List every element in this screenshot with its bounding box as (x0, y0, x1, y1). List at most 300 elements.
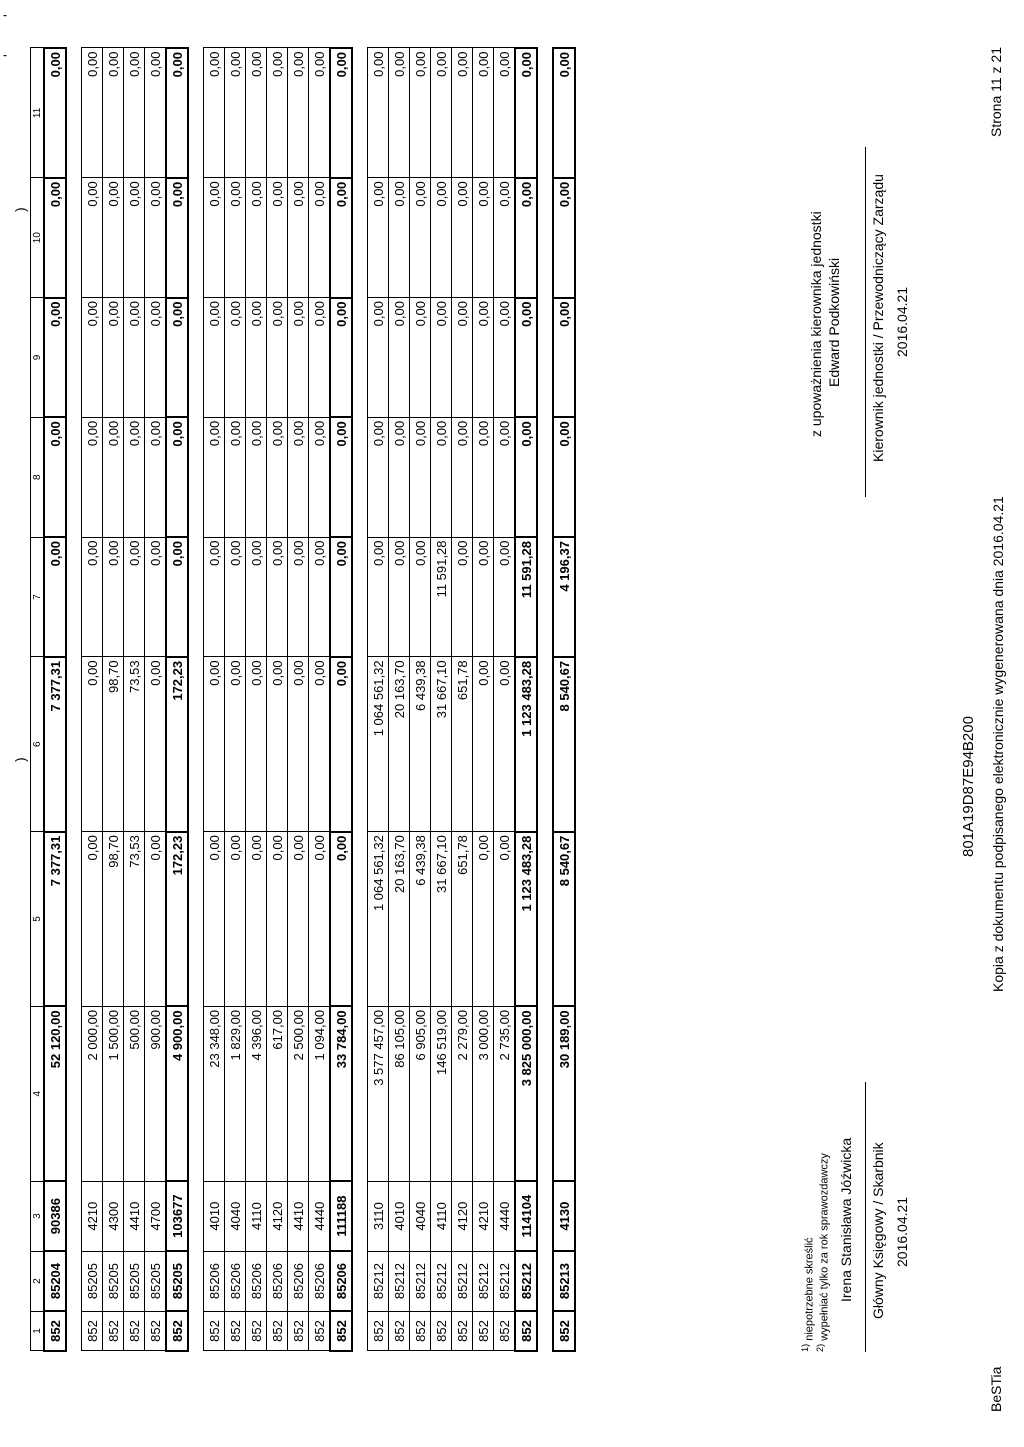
table-cell: 0,00 (246, 657, 267, 832)
footer-app-name: BeSTia (988, 1366, 1004, 1412)
table-cell: 4040 (225, 1181, 246, 1251)
table-cell: 0,00 (103, 298, 124, 418)
table-cell: 4440 (309, 1181, 331, 1251)
table-cell: 4040 (410, 1181, 431, 1251)
footer-copy-note: Kopia z dokumentu podpisanego elektronicznie wygenerowana dnia 2016.04.21 (990, 496, 1006, 992)
table-cell: 8 540,67 (553, 657, 575, 832)
table-cell: 0,00 (82, 537, 103, 657)
manager-name: Edward Podkowiński (826, 257, 842, 387)
table-cell: 0,00 (410, 417, 431, 537)
manager-date: 2016.04.21 (894, 286, 910, 357)
table-cell: 0,00 (368, 417, 389, 537)
table-cell: 0,00 (44, 417, 66, 537)
table-cell: 0,00 (515, 178, 537, 298)
table-cell: 0,00 (267, 657, 288, 832)
table-cell: 0,00 (494, 178, 516, 298)
table-cell: 0,00 (124, 417, 145, 537)
table-cell: 0,00 (410, 298, 431, 418)
table-cell: 852 (166, 1311, 188, 1351)
table-cell: 852 (103, 1311, 124, 1351)
table-cell: 8 (31, 417, 45, 537)
signature-line-right (865, 147, 866, 497)
table-cell: 852 (473, 1311, 494, 1351)
table-cell: 0,00 (166, 178, 188, 298)
table-cell: 85205 (166, 1251, 188, 1311)
table-cell: 0,00 (82, 832, 103, 1007)
table-row (410, 48, 431, 1351)
table-cell: 3110 (368, 1181, 389, 1251)
footer-page-number: Strona 11 z 21 (988, 46, 1004, 137)
table-cell: 4210 (82, 1181, 103, 1251)
table-cell: 4110 (246, 1181, 267, 1251)
table-cell: 85206 (267, 1251, 288, 1311)
table-cell: 85212 (431, 1251, 452, 1311)
table-cell: 0,00 (82, 417, 103, 537)
table-cell: 85205 (103, 1251, 124, 1311)
table-cell: 651,78 (452, 657, 473, 832)
table-cell: 0,00 (124, 537, 145, 657)
table-cell: 8 540,67 (553, 832, 575, 1007)
table-cell: 52 120,00 (44, 1006, 66, 1181)
table-row (267, 48, 288, 1351)
table-cell: 85206 (309, 1251, 331, 1311)
table-cell: 0,00 (288, 832, 309, 1007)
table-cell: 0,00 (431, 298, 452, 418)
table-cell: 85206 (246, 1251, 267, 1311)
table-cell: 0,00 (410, 537, 431, 657)
table-cell: 2 279,00 (452, 1006, 473, 1181)
table-cell: 4410 (288, 1181, 309, 1251)
table-cell: 90386 (44, 1181, 66, 1251)
table-cell: 85204 (44, 1251, 66, 1311)
table-cell: 0,00 (82, 178, 103, 298)
table-row-total (515, 48, 537, 1351)
table-cell: 852 (389, 1311, 410, 1351)
table-cell: 0,00 (225, 832, 246, 1007)
table-cell: 172,23 (166, 657, 188, 832)
table-cell: 0,00 (103, 417, 124, 537)
table-cell: 0,00 (225, 657, 246, 832)
table-cell: 98,70 (103, 657, 124, 832)
table-cell: 31 667,10 (431, 657, 452, 832)
table-cell: 10 (31, 178, 45, 298)
table-cell: 0,00 (309, 537, 331, 657)
table-cell: 172,23 (166, 832, 188, 1007)
table-cell: 1 829,00 (225, 1006, 246, 1181)
table-cell: 0,00 (246, 417, 267, 537)
table-cell: 0,00 (410, 48, 431, 178)
table-cell: 0,00 (166, 298, 188, 418)
chief-accountant-date: 2016.04.21 (894, 1196, 910, 1267)
table-cell: 0,00 (368, 298, 389, 418)
table-cell: 1 (31, 1311, 45, 1351)
table-cell: 4 900,00 (166, 1006, 188, 1181)
table-cell: 3 825 000,00 (515, 1006, 537, 1181)
table-cell: 0,00 (82, 657, 103, 832)
table-row (204, 48, 225, 1351)
table-cell: 617,00 (267, 1006, 288, 1181)
table-cell: 73,53 (124, 832, 145, 1007)
table-spacer (66, 48, 82, 1351)
table-cell: 0,00 (145, 832, 167, 1007)
table-cell: 0,00 (515, 298, 537, 418)
table-cell: 85212 (473, 1251, 494, 1311)
table-cell: 0,00 (330, 657, 352, 832)
table-cell: 0,00 (166, 537, 188, 657)
table-cell: 4410 (124, 1181, 145, 1251)
table-cell: 0,00 (82, 298, 103, 418)
table-cell: 0,00 (246, 298, 267, 418)
table-cell: 0,00 (410, 178, 431, 298)
table-cell: 146 519,00 (431, 1006, 452, 1181)
table-cell: 6 439,38 (410, 832, 431, 1007)
scan-mark-tick: ' (0, 54, 16, 57)
table-cell: 0,00 (267, 178, 288, 298)
manager-role: Kierownik jednostki / Przewodniczący Zarządu (870, 174, 886, 462)
table-cell: 85206 (225, 1251, 246, 1311)
table-cell: 0,00 (166, 48, 188, 178)
table-cell: 0,00 (330, 48, 352, 178)
table-cell: 0,00 (452, 537, 473, 657)
table-cell: 0,00 (389, 298, 410, 418)
table-cell: 0,00 (44, 178, 66, 298)
table-cell: 0,00 (494, 298, 516, 418)
table-cell: 85205 (82, 1251, 103, 1311)
table-cell: 3 (31, 1181, 45, 1251)
table-cell: 0,00 (103, 178, 124, 298)
table-cell: 0,00 (82, 48, 103, 178)
table-cell: 20 163,70 (389, 657, 410, 832)
table-cell: 4110 (431, 1181, 452, 1251)
chief-accountant-name: Irena Stanisława Jóźwicka (838, 1137, 854, 1302)
table-cell: 1 123 483,28 (515, 832, 537, 1007)
table-cell: 0,00 (452, 178, 473, 298)
table-cell: 7 377,31 (44, 657, 66, 832)
table-cell: 0,00 (246, 832, 267, 1007)
table-cell: 0,00 (204, 298, 225, 418)
table-row (103, 48, 124, 1351)
table-cell: 85212 (494, 1251, 516, 1311)
footnote-1: $^{1)}$ niepotrzebne skreślić (800, 1237, 816, 1352)
table-cell: 852 (309, 1311, 331, 1351)
table-cell: 0,00 (368, 48, 389, 178)
table-cell: 0,00 (494, 417, 516, 537)
table-cell: 0,00 (145, 48, 167, 178)
table-cell: 85212 (410, 1251, 431, 1311)
table-cell: 4120 (452, 1181, 473, 1251)
table-cell: 0,00 (267, 537, 288, 657)
table-cell: 0,00 (553, 48, 575, 178)
table-cell: 98,70 (103, 832, 124, 1007)
table-cell: 85205 (145, 1251, 167, 1311)
table-cell: 0,00 (204, 832, 225, 1007)
signature-line-left (865, 1082, 866, 1352)
table-cell: 2 500,00 (288, 1006, 309, 1181)
table-cell: 0,00 (553, 178, 575, 298)
table-cell: 0,00 (309, 48, 331, 178)
table-cell: 11 591,28 (515, 537, 537, 657)
table-cell: 4010 (204, 1181, 225, 1251)
table-cell: 0,00 (166, 417, 188, 537)
footer-doc-code: 801A19D87E94B200 (960, 716, 977, 857)
table-cell: 0,00 (368, 537, 389, 657)
table-cell: 0,00 (330, 832, 352, 1007)
table-spacer (352, 48, 368, 1351)
table-cell: 0,00 (145, 537, 167, 657)
table-cell: 0,00 (330, 178, 352, 298)
table-cell: 0,00 (204, 178, 225, 298)
table-cell: 1 094,00 (309, 1006, 331, 1181)
table-cell: 852 (553, 1311, 575, 1351)
table-cell: 0,00 (553, 298, 575, 418)
table-row (82, 48, 103, 1351)
table-cell: 85212 (452, 1251, 473, 1311)
scan-mark-paren: ) (12, 757, 28, 762)
table-cell: 7 377,31 (44, 832, 66, 1007)
table-cell: 0,00 (553, 417, 575, 537)
table-cell: 1 123 483,28 (515, 657, 537, 832)
table-cell: 4 196,37 (553, 537, 575, 657)
table-cell: 111188 (330, 1181, 352, 1251)
table-cell: 0,00 (515, 417, 537, 537)
table-cell: 85213 (553, 1251, 575, 1311)
table-cell: 852 (330, 1311, 352, 1351)
table-cell: 0,00 (288, 298, 309, 418)
table-cell: 0,00 (225, 178, 246, 298)
table-cell: 0,00 (246, 178, 267, 298)
table-cell: 85205 (124, 1251, 145, 1311)
table-cell: 31 667,10 (431, 832, 452, 1007)
table-cell: 0,00 (309, 178, 331, 298)
table-cell: 0,00 (494, 832, 516, 1007)
table-cell: 0,00 (431, 48, 452, 178)
table-cell: 0,00 (44, 537, 66, 657)
table-cell: 0,00 (330, 417, 352, 537)
table-cell: 23 348,00 (204, 1006, 225, 1181)
table-row (225, 48, 246, 1351)
table-cell: 0,00 (309, 298, 331, 418)
table-cell: 2 000,00 (82, 1006, 103, 1181)
table-cell: 0,00 (246, 537, 267, 657)
table-cell: 11 (31, 48, 45, 178)
table-cell: 0,00 (145, 657, 167, 832)
table-cell: 852 (225, 1311, 246, 1351)
table-row (246, 48, 267, 1351)
table-cell: 0,00 (124, 48, 145, 178)
table-cell: 2 735,00 (494, 1006, 516, 1181)
table-cell: 4010 (389, 1181, 410, 1251)
table-cell: 0,00 (288, 657, 309, 832)
table-cell: 1 064 561,32 (368, 832, 389, 1007)
table-row (431, 48, 452, 1351)
table-cell: 0,00 (288, 178, 309, 298)
scan-mark-paren: ) (12, 207, 28, 212)
table-cell: 0,00 (225, 417, 246, 537)
table-cell: 0,00 (431, 417, 452, 537)
table-cell: 85206 (330, 1251, 352, 1311)
table-cell: 500,00 (124, 1006, 145, 1181)
table-cell: 0,00 (225, 48, 246, 178)
table-cell: 4440 (494, 1181, 516, 1251)
table-cell: 114104 (515, 1181, 537, 1251)
table-cell: 4700 (145, 1181, 167, 1251)
table-cell: 0,00 (246, 48, 267, 178)
scan-mark-tick: ' (0, 14, 16, 17)
table-cell: 0,00 (225, 298, 246, 418)
table-cell: 0,00 (473, 178, 494, 298)
table-cell: 0,00 (473, 657, 494, 832)
table-row (309, 48, 331, 1351)
footnote-2: $^{2)}$ wypełniać tylko za rok sprawozdawczy (815, 1153, 831, 1352)
table-cell: 0,00 (288, 537, 309, 657)
table-cell: 0,00 (494, 48, 516, 178)
table-spacer (188, 48, 204, 1351)
expense-table (30, 47, 576, 1352)
table-cell: 0,00 (103, 537, 124, 657)
table-row (288, 48, 309, 1351)
table-cell: 0,00 (267, 298, 288, 418)
table-row (145, 48, 167, 1351)
table-cell: 4210 (473, 1181, 494, 1251)
table-cell: 0,00 (389, 537, 410, 657)
table-cell: 0,00 (225, 537, 246, 657)
table-row-total (330, 48, 352, 1351)
table-cell: 85212 (389, 1251, 410, 1311)
table-cell: 33 784,00 (330, 1006, 352, 1181)
table-cell: 4 396,00 (246, 1006, 267, 1181)
table-cell: 0,00 (204, 417, 225, 537)
table-cell: 0,00 (204, 48, 225, 178)
table-cell: 0,00 (452, 298, 473, 418)
table-cell: 0,00 (494, 537, 516, 657)
table-cell: 4120 (267, 1181, 288, 1251)
table-cell: 651,78 (452, 832, 473, 1007)
table-cell: 6 905,00 (410, 1006, 431, 1181)
chief-accountant-role: Główny Księgowy / Skarbnik (870, 1142, 886, 1319)
table-cell: 6 (31, 657, 45, 832)
table-cell: 73,53 (124, 657, 145, 832)
table-cell: 85212 (368, 1251, 389, 1311)
table-cell: 103677 (166, 1181, 188, 1251)
table-cell: 0,00 (309, 417, 331, 537)
table-cell: 852 (124, 1311, 145, 1351)
table-cell: 0,00 (44, 298, 66, 418)
table-row (124, 48, 145, 1351)
table-cell: 7 (31, 537, 45, 657)
table-cell: 852 (267, 1311, 288, 1351)
table-cell: 0,00 (267, 832, 288, 1007)
table-row-total (166, 48, 188, 1351)
table-cell: 4 (31, 1006, 45, 1181)
column-number-row (31, 48, 45, 1351)
table-cell: 5 (31, 832, 45, 1007)
table-cell: 0,00 (145, 298, 167, 418)
table-cell: 852 (431, 1311, 452, 1351)
table-cell: 86 105,00 (389, 1006, 410, 1181)
table-cell: 6 439,38 (410, 657, 431, 832)
table-cell: 0,00 (103, 48, 124, 178)
table-cell: 0,00 (473, 537, 494, 657)
table-cell: 900,00 (145, 1006, 167, 1181)
table-cell: 0,00 (267, 417, 288, 537)
table-cell: 0,00 (473, 298, 494, 418)
table-cell: 0,00 (124, 298, 145, 418)
table-cell: 3 000,00 (473, 1006, 494, 1181)
table-cell: 852 (288, 1311, 309, 1351)
table-cell: 0,00 (309, 657, 331, 832)
table-cell: 4130 (553, 1181, 575, 1251)
table-cell: 0,00 (473, 832, 494, 1007)
table-cell: 0,00 (145, 417, 167, 537)
table-cell: 0,00 (204, 657, 225, 832)
table-row (389, 48, 410, 1351)
table-cell: 1 064 561,32 (368, 657, 389, 832)
table-cell: 30 189,00 (553, 1006, 575, 1181)
table-cell: 0,00 (288, 48, 309, 178)
table-cell: 0,00 (330, 537, 352, 657)
table-cell: 852 (494, 1311, 516, 1351)
table-cell: 0,00 (309, 832, 331, 1007)
table-cell: 0,00 (389, 417, 410, 537)
table-cell: 0,00 (389, 48, 410, 178)
table-cell: 852 (452, 1311, 473, 1351)
table-cell: 0,00 (124, 178, 145, 298)
table-cell: 85206 (204, 1251, 225, 1311)
table-cell: 0,00 (44, 48, 66, 178)
table-cell: 0,00 (330, 298, 352, 418)
table-cell: 0,00 (452, 417, 473, 537)
table-cell: 3 577 457,00 (368, 1006, 389, 1181)
table-cell: 20 163,70 (389, 832, 410, 1007)
table-cell: 0,00 (145, 178, 167, 298)
table-cell: 0,00 (473, 417, 494, 537)
table-cell: 4300 (103, 1181, 124, 1251)
table-cell: 0,00 (204, 537, 225, 657)
table-cell: 852 (246, 1311, 267, 1351)
table-row-total (44, 48, 66, 1351)
table-cell: 0,00 (431, 178, 452, 298)
table-cell: 0,00 (368, 178, 389, 298)
table-row (452, 48, 473, 1351)
table-cell: 2 (31, 1251, 45, 1311)
table-cell: 852 (82, 1311, 103, 1351)
table-cell: 852 (44, 1311, 66, 1351)
table-cell: 852 (368, 1311, 389, 1351)
table-row (494, 48, 516, 1351)
table-cell: 11 591,28 (431, 537, 452, 657)
table-cell: 852 (515, 1311, 537, 1351)
table-cell: 0,00 (389, 178, 410, 298)
table-spacer (537, 48, 553, 1351)
table-row (473, 48, 494, 1351)
table-cell: 0,00 (288, 417, 309, 537)
table-cell: 0,00 (452, 48, 473, 178)
authorization-text: z upoważnienia kierownika jednostki (808, 211, 824, 437)
table-cell: 1 500,00 (103, 1006, 124, 1181)
table-cell: 852 (204, 1311, 225, 1351)
table-cell: 9 (31, 298, 45, 418)
table-row (368, 48, 389, 1351)
table-cell: 85212 (515, 1251, 537, 1311)
table-cell: 0,00 (494, 657, 516, 832)
table-row-total (553, 48, 575, 1351)
table-cell: 852 (410, 1311, 431, 1351)
table-cell: 0,00 (515, 48, 537, 178)
table-cell: 85206 (288, 1251, 309, 1311)
table-cell: 852 (145, 1311, 167, 1351)
table-cell: 0,00 (267, 48, 288, 178)
table-cell: 0,00 (473, 48, 494, 178)
